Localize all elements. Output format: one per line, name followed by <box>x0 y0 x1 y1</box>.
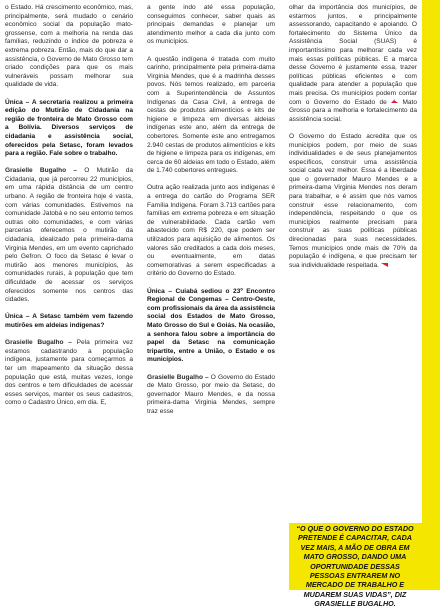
interview-question: Única – Cuiabá sediou o 23º Encontro Regional de Congemas – Centro-Oeste, com profissionais da área da assistência social dos Estados de Mato Grosso, Mato Grosso do Sul e Goiás. Na ocasião, a senhora falou sobre a importância do papel da Setasc na comunicação tripartite, entre a União, o Estado e os municípios. <box>147 287 275 364</box>
page-edge-accent-bar <box>422 0 440 590</box>
body-paragraph: a gente indo até essa população, conseguimos conhecer, saber quais as principais demandas e planejar um atendimento melhor a cada dia junto com os municípios. <box>147 4 275 46</box>
answer-speaker: Grasielle Bugalho – <box>147 373 209 381</box>
article-column-3 <box>289 4 417 279</box>
interview-answer <box>5 167 133 305</box>
answer-text: Pela primeira vez estamos cadastrando a população indígena, justamente para começarmos a ter um mapeamento da situação dessa população que está, muitas vezes, longe dos centros e tem dificuldades de acessar esses serviços, manter os seus cadastros, como o Cadastro Único, em dia. E, <box>5 339 133 407</box>
interview-answer <box>5 339 133 408</box>
interview-answer <box>147 374 275 417</box>
answer-speaker: Grasielle Bugalho – <box>5 167 78 175</box>
body-paragraph: Outra ação realizada junto aos indígenas é a entrega do cartão do Programa SER Família Indígena. Foram 3.713 cartões para famílias em extrema pobreza e em situação de vulnerabilidade. Cada cartão vem abastecido com R$ 220, que podem ser utilizados para aquisição de alimentos. Os valores são creditados a cada dois meses, ou eventualmente, em datas comemorativas a serem especificadas a critério do Governo do Estado. <box>147 184 275 278</box>
pull-quote: “O QUE O GOVERNO DO ESTADO PRETENDE É CAPACITAR, CADA VEZ MAIS, A MÃO DE OBRA EM MATO GROSSO, DANDO UMA OPORTUNIDADE DESSAS PESSOAS ENTRAREM NO MERCADO DE TRABALHO E MUDAREM SUAS VIDAS”, DIZ GRASIELLE BUGALHO. <box>296 524 414 609</box>
answer-speaker: Grasielle Bugalho – <box>5 339 72 347</box>
paragraph-text: olhar da importância dos municípios, de estarmos juntos, e principalmente assessorando, capacitando e apoiando. O fortalecimento do Sistema Único da Assistência Social (SUAS) é importantíssimo para melhorar cada vez mais essas políticas públicas. E a marca desse Governo é justamente essa, trazer políticas públicas eficientes e com qualidade para atender a população que mais precisa. Os municípios podem contar com o Governo do Estado de <box>289 4 417 106</box>
mato-grosso-flag-icon <box>391 99 398 104</box>
interview-question: Única – A secretaria realizou a primeira edição do Mutirão de Cidadania na região de fronteira de Mato Grosso com a Bolívia. Diversos serviços de cidadania e assistência social, oferecidos pela Setasc, foram levados para a região. Fale sobre o trabalho. <box>5 98 133 158</box>
end-of-article-mark-icon <box>381 262 388 267</box>
body-paragraph: A questão indígena é tratada com muito carinho, principalmente pela primeira-dama Virginia Mendes, que é a madrinha desses povos. Nós temos realizado, em parceria com a Superintendência de Assuntos Indígenas da Casa Civil, a entrega de cestas de produtos alimentícios e kits de higiene e limpeza em diversas aldeias indígenas este ano, além da entrega de cobertores. Somente este ano entregamos 2.940 cestas de produtos alimentícios e kits de higiene e limpeza para os indígenas, em cerca de 60 aldeias em todo o Estado, além de 1.740 cobertores entregues. <box>147 55 275 175</box>
answer-text: O Governo do Estado de Mato Grosso, por meio da Setasc, do governador Mauro Mendes, e da nossa primeira-dama Virginia Mendes, sempre traz esse <box>147 373 275 415</box>
paragraph-text: O Governo do Estado acredita que os municípios podem, por meio de suas individualidades e de seus planejamentos específicos, construir uma assistência social cada vez melhor. Essa é a liberdade que o governador Mauro Mendes e a primeira-dama Virginia Mendes nos deram para trabalhar, e é assim que nós vamos construir esse relacionamento, com independência, respeitando o que os municípios realmente precisam para construir as suas políticas públicas direcionadas para suas necessidades. Temos municípios onde mais de 70% da população é indígena, e que precisam ter sua individualidade respeitada. <box>289 132 417 269</box>
article-column-1 <box>5 4 133 417</box>
interview-question: Única – A Setasc também vem fazendo mutirões em aldeias indígenas? <box>5 313 133 329</box>
article-column-2 <box>147 4 275 425</box>
body-paragraph: o Estado. Há crescimento econômico, mas, principalmente, será mudado o cenário econômico social da população mato-grossense, com a melhoria na renda das famílias, reduzindo o índice de pobreza e extrema pobreza. Então, mais do que dar a assistência, o Governo de Mato Grosso tem criado condições para que os mais vulneráveis possam melhorar sua qualidade de vida. <box>5 4 133 89</box>
paragraph-text: Mato Grosso para a melhoria e fortalecimento da assistência social. <box>289 98 417 123</box>
answer-text: O Mutirão da Cidadania, que já percorreu 22 municípios, em uma rápida distância de um centro urbano. A região de fronteira hoje é vasta, com várias comunidades. Estivemos na comunidade Jatobá e no seu entorno temos outras oito comunidades, e com várias parcerias oferecemos o mutirão da cidadania, idealizado pela primeira-dama Virginia Mendes, em um evento caprichado pelo Gefron. O foco da Setasc é levar o mutirão aos menores municípios, às comunidades rurais, à população que tem dificuldade de acessar os serviços oferecidos somente nos centros das cidades. <box>5 167 133 304</box>
body-paragraph <box>289 4 417 124</box>
body-paragraph <box>289 133 417 271</box>
